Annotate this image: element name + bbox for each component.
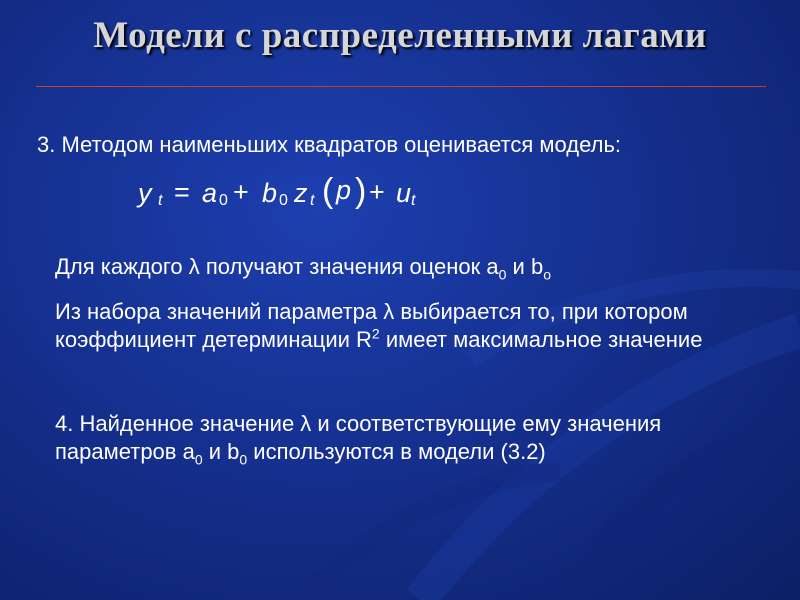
lambda-estimates-text: Для каждого λ получают значения оценок $a_0$ и $b_o$ (55, 254, 551, 283)
step-4-text: 4. Найденное значение λ и соответствующие ему значения параметров $a_0$ и $b_0$ используются в модели (3.2) (55, 411, 662, 468)
formula-u: u (396, 178, 412, 208)
title-divider (36, 86, 766, 87)
a-subscript: 0 (498, 266, 507, 283)
b-subscript: o (543, 266, 551, 283)
formula-p: p (336, 175, 352, 205)
slide-title: Модели с распределенными лагами (93, 15, 707, 56)
formula-b-subscript: 0 (279, 192, 288, 209)
formula-a: a (202, 178, 218, 208)
max-r2-text: Из набора значений параметра λ выбирается то, при котором коэффициент детерминации $R^2$ имеет максимальное значение (55, 299, 703, 352)
formula-plus-2: + (369, 177, 385, 207)
b-subscript: 0 (239, 451, 248, 468)
formula-z-subscript: t (310, 192, 315, 209)
formula-y-subscript: t (158, 192, 163, 209)
formula-y: y (138, 178, 152, 208)
formula-right-paren: ) (355, 172, 367, 210)
a-subscript: 0 (194, 451, 203, 468)
step-3-text: 3. Методом наименьших квадратов оценивается модель: (37, 132, 622, 157)
formula-u-subscript: t (411, 192, 416, 209)
r-superscript: 2 (371, 325, 380, 342)
formula-left-paren: ( (322, 172, 334, 210)
formula-b: b (262, 178, 278, 208)
formula-a-subscript: 0 (219, 192, 228, 209)
formula-z: z (294, 178, 308, 208)
formula-plus-1: + (233, 177, 249, 207)
formula-equals: = (174, 177, 190, 207)
